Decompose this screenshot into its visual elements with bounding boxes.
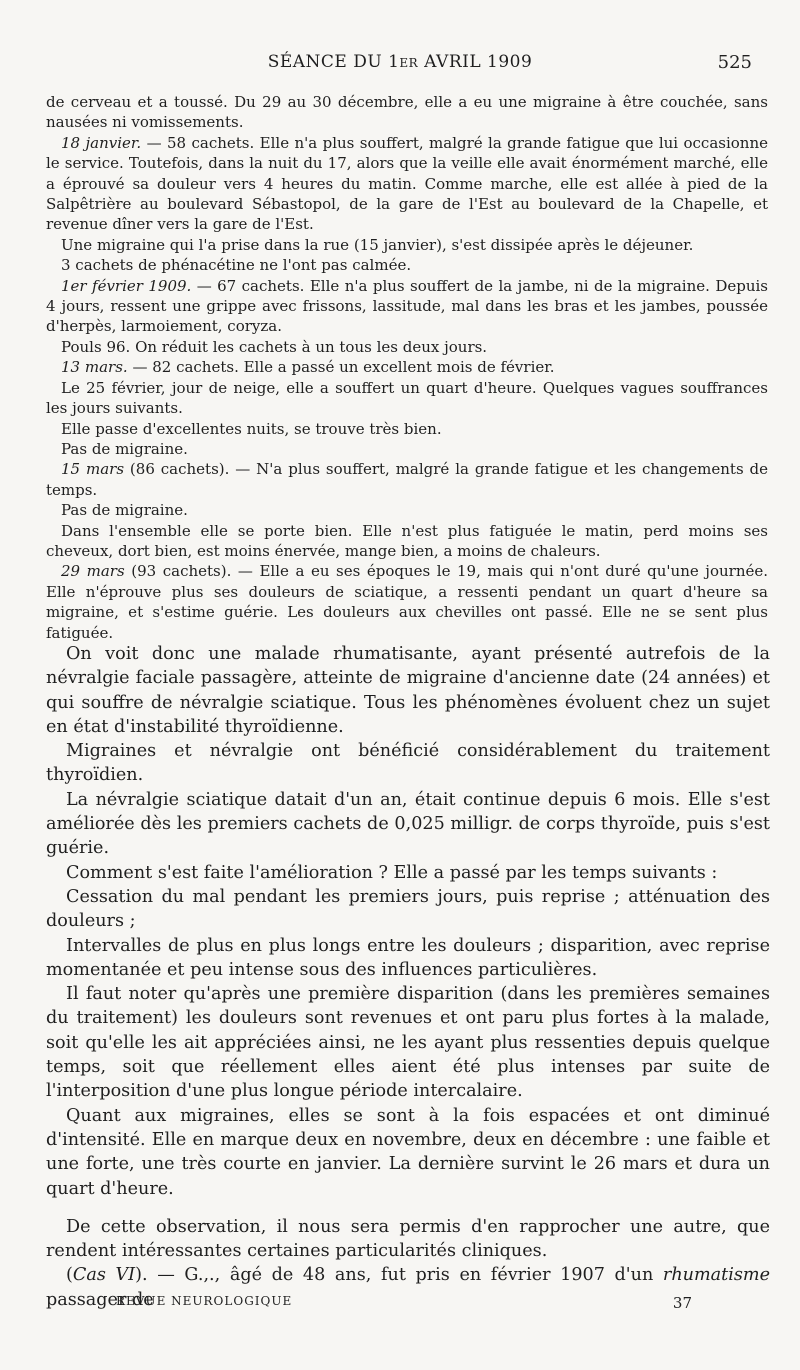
journal-name: REVUE NEUROLOGIQUE (116, 1294, 293, 1308)
obs-entry (46, 459, 768, 500)
obs-paragraph: Dans l'ensemble elle se porte bien. Elle n'est plus fatiguée le matin, perd moins ses cheveux, dort bien, est moins énervée, mange bien, a moins de chaleurs. (46, 521, 768, 560)
obs-entry (46, 133, 768, 235)
obs-paragraph: Pas de migraine. (61, 501, 188, 520)
entry-date: 15 mars (61, 460, 125, 479)
obs-entry (46, 561, 768, 643)
body-paragraph: La névralgie sciatique datait d'un an, était continue depuis 6 mois. Elle s'est améliorée dès les premiers cachets de 0,025 milligr. de corps thyroïde, puis s'est guérie. (46, 789, 770, 859)
main-text (46, 642, 770, 1312)
body-paragraph: Intervalles de plus en plus longs entre les douleurs ; disparition, avec reprise momentanée et peu intense sous des influences particulières. (46, 935, 770, 980)
body-paragraph: Il faut noter qu'après une première disparition (dans les premières semaines du traitement) les douleurs sont revenues et ont paru plus fortes à la malade, soit qu'elle les ait appréciées ainsi, ne les ayant plus ressenties depuis quelque temps, soit que réellement elles aient été plus intenses par suite de l'interposition d'une plus longue période intercalaire. (46, 984, 770, 1102)
case-text: ). — G.,., âgé de 48 ans, fut pris en février 1907 d'un (135, 1265, 663, 1286)
running-title: SÉANCE DU 1er AVRIL 1909 (267, 52, 533, 72)
obs-paragraph: Pouls 96. On réduit les cachets à un tous les deux jours. (61, 337, 488, 356)
page-header (48, 52, 752, 82)
obs-paragraph: Le 25 février, jour de neige, elle a souffert un quart d'heure. Quelques vagues souffrances les jours suivants. (46, 378, 768, 418)
case-text-end: passager de (46, 1289, 154, 1310)
body-paragraph: Comment s'est faite l'amélioration ? Elle a passé par les temps suivants : (66, 862, 718, 883)
obs-entry (46, 276, 768, 337)
body-paragraph: On voit donc une malade rhumatisante, ayant présenté autrefois de la névralgie faciale passagère, atteinte de migraine d'ancienne date (24 années) et qui souffre de névralgie sciatique. Tous les phénomènes évoluent chez un sujet en état d'instabilité thyroïdienne. (46, 644, 770, 737)
obs-entry (46, 357, 768, 377)
case-open-paren: ( (66, 1265, 73, 1286)
entry-text: — 67 cachets. Elle n'a plus souffert de la jambe, ni de la migraine. Depuis 4 jours, ressent une grippe avec frissons, lassitude, mal dans les bras et les jambes, poussée d'herpès, larmoiement, coryza. (46, 276, 768, 336)
page-number: 525 (717, 52, 752, 73)
entry-text: (86 cachets). — N'a plus souffert, malgré la grande fatigue et les changements de temps. (46, 460, 769, 499)
entry-date: 13 mars. (61, 358, 128, 377)
case-label: Cas VI (72, 1265, 136, 1286)
obs-paragraph: Une migraine qui l'a prise dans la rue (15 janvier), s'est dissipée après le déjeuner. (61, 235, 694, 254)
body-paragraph: Migraines et névralgie ont bénéficié considérablement du traitement thyroïdien. (46, 741, 770, 786)
obs-paragraph: Pas de migraine. (61, 439, 188, 458)
entry-text: — 82 cachets. Elle a passé un excellent mois de février. (127, 358, 555, 377)
entry-date: 1er février 1909. (61, 276, 192, 295)
signature-mark: 37 (672, 1294, 692, 1312)
entry-date: 18 janvier. (61, 133, 142, 152)
obs-paragraph: 3 cachets de phénacétine ne l'ont pas calmée. (61, 256, 412, 275)
entry-date: 29 mars (61, 562, 125, 581)
case-term: rhumatisme (662, 1265, 770, 1286)
obs-paragraph: de cerveau et a toussé. Du 29 au 30 décembre, elle a eu une migraine à être couchée, sans nausées ni vomissements. (46, 93, 768, 132)
entry-text: (93 cachets). — Elle a eu ses époques le 19, mais qui n'ont duré qu'une journée. Elle n'éprouve plus ses douleurs de sciatique, a ressenti pendant un quart d'heure sa migraine, et s'estime guérie. Les douleurs aux chevilles ont passé. Elle ne se sent plus fatiguée. (46, 562, 768, 642)
obs-paragraph: Elle passe d'excellentes nuits, se trouve très bien. (61, 419, 442, 438)
body-paragraph: De cette observation, il nous sera permis d'en rapprocher une autre, que rendent intéressantes certaines particularités cliniques. (46, 1216, 770, 1262)
page-footer (116, 1294, 692, 1316)
entry-text: — 58 cachets. Elle n'a plus souffert, malgré la grande fatigue que lui occasionne le service. Toutefois, dans la nuit du 17, alors que la veille elle avait énormément marché, elle a éprouvé sa douleur vers 4 heures du matin. Comme marche, elle est allée à pied de la Salpêtrière au boulevard Sébastopol, de la gare de l'Est au boulevard de la Chapelle, et revenue dîner vers la gare de l'Est. (46, 133, 768, 234)
body-paragraph: Quant aux migraines, elles se sont à la fois espacées et ont diminué d'intensité. Elle en marque deux en novembre, deux en décembre : une faible et une forte, une très courte en janvier. La dernière survint le 26 mars et dura un quart d'heure. (46, 1105, 770, 1199)
body-paragraph: Cessation du mal pendant les premiers jours, puis reprise ; atténuation des douleurs ; (46, 886, 770, 932)
observation-notes (46, 92, 768, 643)
